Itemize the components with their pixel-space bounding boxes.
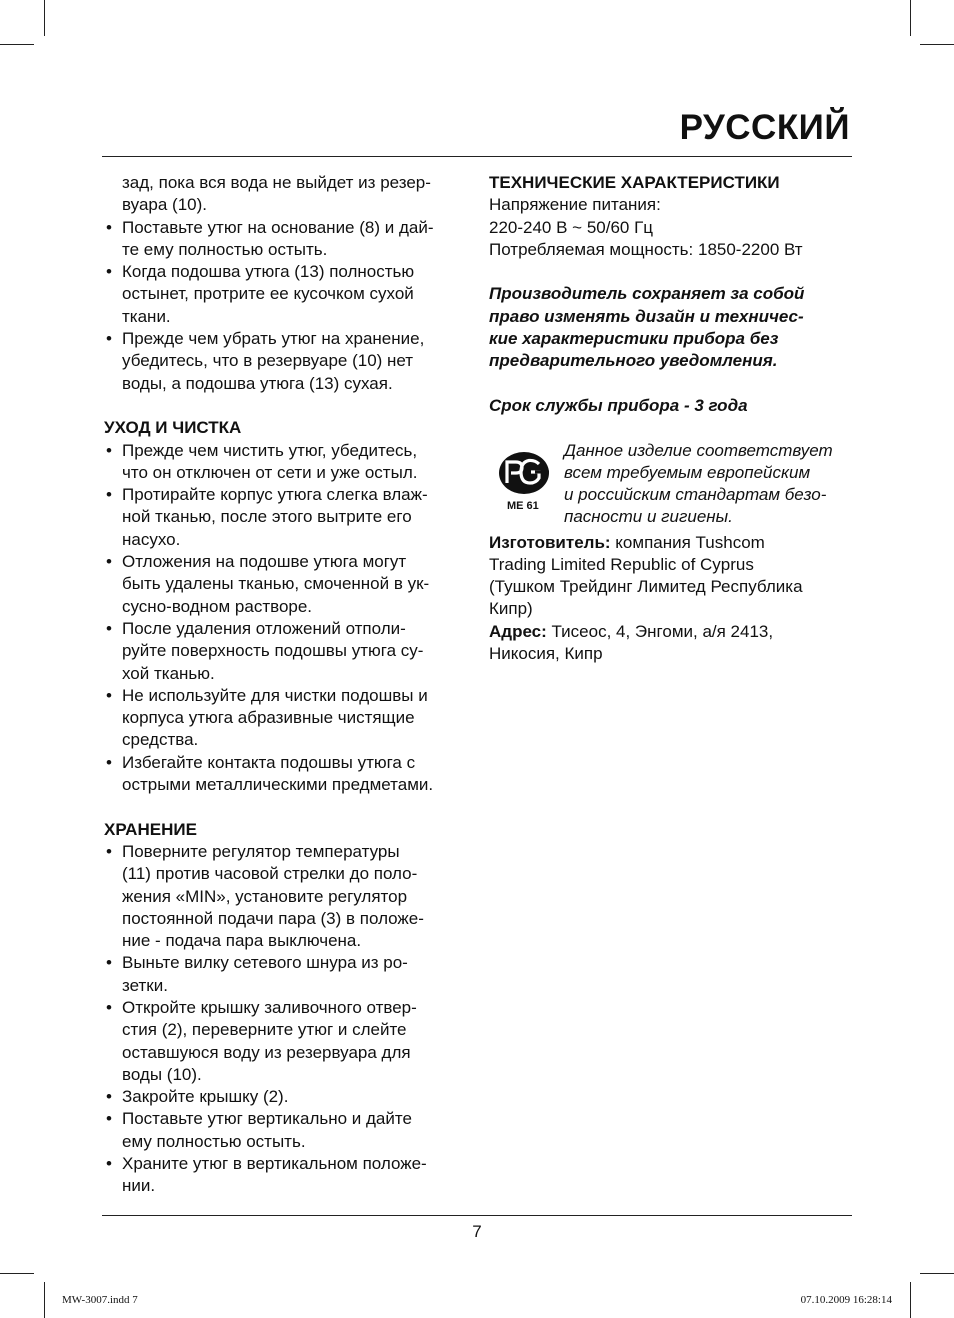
list-item: • Храните утюг в вертикальном положе- нии. (104, 1153, 464, 1198)
list-item: • Отложения на подошве утюга могут быть удалены тканью, смоченной в ук- сусно-водном растворе. (104, 551, 464, 618)
crop-mark (44, 1282, 45, 1318)
right-column (489, 172, 851, 665)
manufacturer-label: Изготовитель: (489, 532, 611, 552)
footer-rule (102, 1215, 852, 1216)
care-heading: УХОД И ЧИСТКА (104, 418, 242, 438)
certificate-code: МЕ 61 (507, 499, 539, 512)
service-life: Срок службы прибора - 3 года (489, 395, 748, 415)
list-top (104, 217, 464, 395)
list-item: • Поставьте утюг вертикально и дайте ему полностью остыть. (104, 1108, 464, 1153)
list-item: • Избегайте контакта подошвы утюга с острыми металлическими предметами. (104, 752, 464, 797)
crop-mark (920, 1273, 954, 1274)
print-footer-file: MW-3007.indd 7 (62, 1294, 138, 1306)
manufacturer-notice: Производитель сохраняет за собой право изменять дизайн и техничес- кие характеристики прибора без предварительного уведомления. (489, 284, 805, 371)
list-item: • Прежде чем убрать утюг на хранение, убедитесь, что в резервуаре (10) нет воды, а подошва утюга (13) сухая. (104, 328, 464, 395)
pct-certification-logo-icon (497, 450, 551, 496)
manufacturer-info: Изготовитель: компания Tushcom Trading Limited Republic of Cyprus (Тушком Трейдинг Лимитед Республика Кипр) (489, 532, 803, 619)
page-number: 7 (472, 1222, 482, 1241)
crop-mark (920, 44, 954, 45)
continuation-text: зад, пока вся вода не выйдет из резер- вуара (10). (122, 173, 431, 215)
list-item: • Прежде чем чистить утюг, убедитесь, что он отключен от сети и уже остыл. (104, 440, 464, 485)
crop-mark (0, 44, 34, 45)
address-label: Адрес: (489, 621, 547, 641)
list-item: • Протирайте корпус утюга слегка влаж- ной тканью, после этого вытрите его насухо. (104, 484, 464, 551)
list-item: • После удаления отложений отполи- руйте поверхность подошвы утюга су- хой тканью. (104, 618, 464, 685)
list-item: • Не используйте для чистки подошвы и корпуса утюга абразивные чистящие средства. (104, 685, 464, 752)
storage-heading: ХРАНЕНИЕ (104, 819, 197, 839)
spec-line: Потребляемая мощность: 1850-2200 Вт (489, 239, 803, 259)
list-item: • Поверните регулятор температуры (11) против часовой стрелки до поло- жения «MIN», установите регулятор постоянной подачи пара (3) в положе- ние - подача пара выключена. (104, 841, 464, 952)
list-item: • Закройте крышку (2). (104, 1086, 464, 1108)
certificate-text: Данное изделие соответствует всем требуемым европейским и российским стандартам безо- пасности и гигиены. (564, 440, 833, 527)
address-info: Адрес: Тисеос, 4, Энгоми, а/я 2413, Никосия, Кипр (489, 621, 774, 664)
list-item: • Откройте крышку заливочного отвер- стия (2), переверните утюг и слейте оставшуюся воду из резервуара для воды (10). (104, 997, 464, 1086)
care-list (104, 440, 464, 797)
specs-heading: ТЕХНИЧЕСКИЕ ХАРАКТЕРИСТИКИ (489, 173, 780, 192)
spec-line: 220-240 В ~ 50/60 Гц (489, 217, 654, 237)
crop-mark (910, 0, 911, 36)
list-item: • Поставьте утюг на основание (8) и дай- те ему полностью остыть. (104, 217, 464, 262)
crop-mark (910, 1282, 911, 1318)
storage-list (104, 841, 464, 1198)
certificate-block (489, 440, 851, 532)
left-column (104, 172, 464, 1198)
crop-mark (0, 1273, 34, 1274)
crop-mark (44, 0, 45, 36)
list-item: • Когда подошва утюга (13) полностью остынет, протрите ее кусочком сухой ткани. (104, 261, 464, 328)
list-item: • Выньте вилку сетевого шнура из ро- зетки. (104, 952, 464, 997)
header-rule (102, 156, 852, 157)
print-footer-timestamp: 07.10.2009 16:28:14 (800, 1294, 892, 1306)
spec-line: Напряжение питания: (489, 195, 661, 215)
page-title: РУССКИЙ (679, 108, 850, 147)
